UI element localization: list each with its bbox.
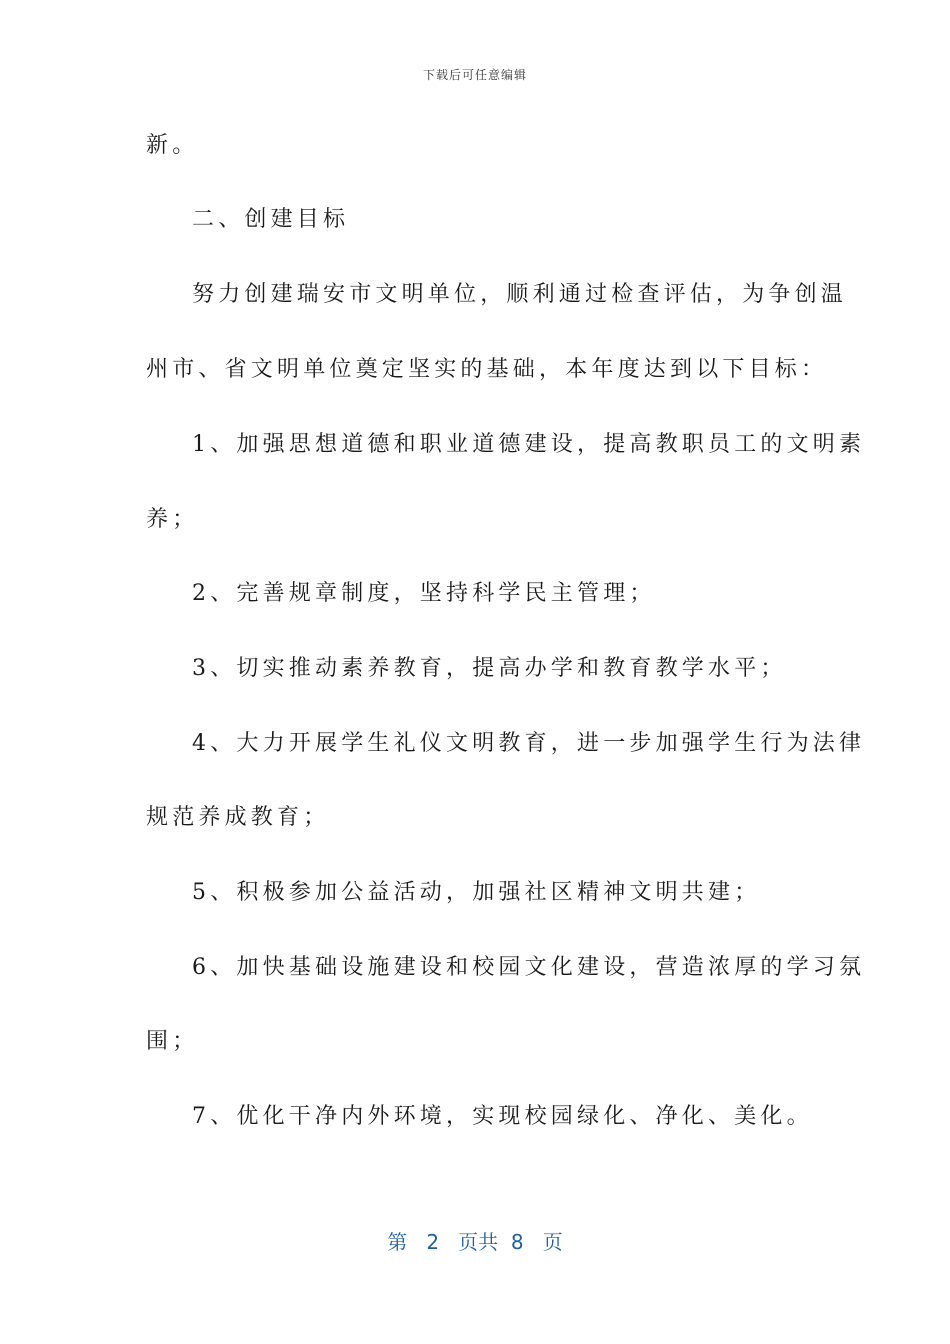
goal-6-line-2: 围； <box>146 1029 199 1054</box>
footer-suffix: 页 <box>542 1230 563 1254</box>
header-note: 下载后可任意编辑 <box>422 68 527 82</box>
paragraph-intro-line-2: 州市、省文明单位奠定坚实的基础，本年度达到以下目标： <box>146 357 828 382</box>
footer-middle: 页共 <box>458 1230 499 1254</box>
goal-1-line-2: 养； <box>146 507 199 532</box>
footer-prefix: 第 <box>387 1230 408 1254</box>
text-line-continuation: 新。 <box>146 133 199 158</box>
goal-1-line-1: 1、加强思想道德和职业道德建设，提高教职员工的文明素 <box>192 432 866 457</box>
paragraph-intro-line-1: 努力创建瑞安市文明单位，顺利通过检查评估，为争创温 <box>192 282 848 307</box>
section-heading: 二、创建目标 <box>192 207 350 232</box>
goal-4-line-1: 4、大力开展学生礼仪文明教育，进一步加强学生行为法律 <box>192 731 866 756</box>
goal-6-line-1: 6、加快基础设施建设和校园文化建设，营造浓厚的学习氛 <box>192 955 866 980</box>
goal-2: 2、完善规章制度，坚持科学民主管理； <box>192 581 656 606</box>
goal-4-line-2: 规范养成教育； <box>146 805 330 830</box>
goal-3: 3、切实推动素养教育，提高办学和教育教学水平； <box>192 656 787 681</box>
current-page-number: 2 <box>426 1230 440 1254</box>
total-pages-number: 8 <box>510 1230 524 1254</box>
goal-7: 7、优化干净内外环境，实现校园绿化、净化、美化。 <box>192 1104 813 1129</box>
goal-5: 5、积极参加公益活动，加强社区精神文明共建； <box>192 880 761 905</box>
page-number-footer <box>0 1226 950 1255</box>
